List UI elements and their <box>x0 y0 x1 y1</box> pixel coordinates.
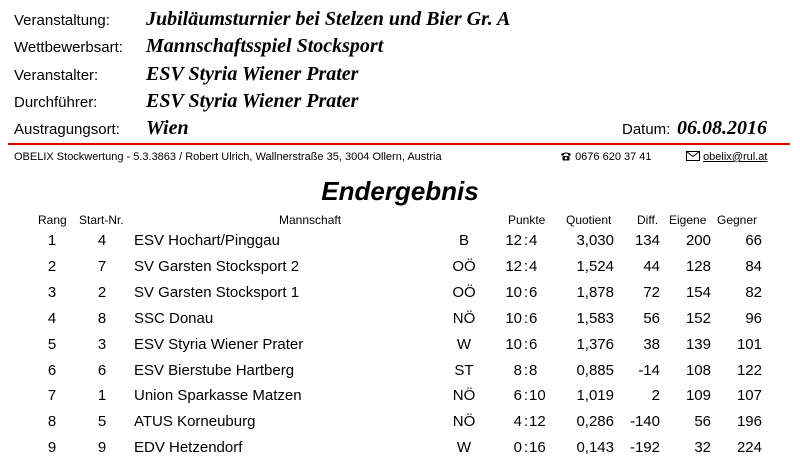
difference-cell: -140 <box>629 413 660 430</box>
team-name-cell: SV Garsten Stocksport 2 <box>134 258 300 275</box>
points-separator: : <box>523 232 529 249</box>
rank-cell: 1 <box>47 232 57 249</box>
datum-label: Datum: <box>622 121 671 138</box>
rank-cell: 8 <box>47 413 57 430</box>
own-score-cell: 108 <box>685 362 711 379</box>
points-won-cell: 8 <box>513 362 522 379</box>
points-lost-cell: 10 <box>529 387 546 404</box>
table-row <box>0 336 800 362</box>
start-number-cell: 2 <box>97 284 107 301</box>
points-lost-cell: 12 <box>529 413 546 430</box>
page-title: Endergebnis <box>321 176 479 206</box>
points-lost-cell: 6 <box>529 310 538 327</box>
info-label: Wettbewerbsart: <box>14 39 123 56</box>
region-cell: NÖ <box>452 310 476 327</box>
region-cell: OÖ <box>452 284 476 301</box>
points-separator: : <box>523 258 529 275</box>
opponent-score-cell: 107 <box>736 387 762 404</box>
team-name-cell: Union Sparkasse Matzen <box>134 387 302 404</box>
points-won-cell: 4 <box>513 413 522 430</box>
difference-cell: -192 <box>629 439 660 456</box>
email-contact[interactable] <box>686 151 767 164</box>
quotient-cell: 1,524 <box>576 258 614 275</box>
info-value: Wien <box>146 117 189 139</box>
rank-cell: 5 <box>47 336 57 353</box>
points-won-cell: 12 <box>505 232 522 249</box>
points-won-cell: 10 <box>505 284 522 301</box>
points-won-cell: 10 <box>505 310 522 327</box>
difference-cell: 56 <box>643 310 660 327</box>
own-score-cell: 200 <box>685 232 711 249</box>
opponent-score-cell: 66 <box>745 232 762 249</box>
difference-cell: 72 <box>643 284 660 301</box>
info-wettbewerbsart <box>14 35 784 61</box>
points-lost-cell: 4 <box>529 258 538 275</box>
points-separator: : <box>523 284 529 301</box>
info-label: Veranstaltung: <box>14 12 110 29</box>
own-score-cell: 154 <box>685 284 711 301</box>
own-score-cell: 139 <box>685 336 711 353</box>
table-row <box>0 258 800 284</box>
points-won-cell: 12 <box>505 258 522 275</box>
points-won-cell: 6 <box>513 387 522 404</box>
own-score-cell: 109 <box>685 387 711 404</box>
software-credit: OBELIX Stockwertung - 5.3.3863 / Robert Ulrich, Wallnerstraße 35, 3004 Ollern, Austria <box>14 151 442 163</box>
points-won-cell: 10 <box>505 336 522 353</box>
region-cell: W <box>456 336 472 353</box>
column-header-gegner: Gegner <box>717 213 758 227</box>
info-label: Veranstalter: <box>14 67 99 84</box>
telephone-icon <box>560 151 572 164</box>
info-value: Jubiläumsturnier bei Stelzen und Bier Gr. A <box>146 8 511 30</box>
own-score-cell: 152 <box>685 310 711 327</box>
opponent-score-cell: 84 <box>745 258 762 275</box>
opponent-score-cell: 196 <box>736 413 762 430</box>
info-value: ESV Styria Wiener Prater <box>146 63 359 85</box>
start-number-cell: 4 <box>97 232 107 249</box>
column-header-diff: Diff. <box>637 213 659 227</box>
phone-number: 0676 620 37 41 <box>575 151 652 163</box>
opponent-score-cell: 101 <box>736 336 762 353</box>
table-row <box>0 439 800 465</box>
column-header-rang: Rang <box>38 213 67 227</box>
info-veranstalter <box>14 63 784 89</box>
column-header-eigene: Eigene <box>669 213 707 227</box>
info-label: Durchführer: <box>14 94 98 111</box>
table-row <box>0 310 800 336</box>
opponent-score-cell: 82 <box>745 284 762 301</box>
region-cell: OÖ <box>452 258 476 275</box>
start-number-cell: 7 <box>97 258 107 275</box>
team-name-cell: EDV Hetzendorf <box>134 439 243 456</box>
table-row <box>0 362 800 388</box>
header-divider <box>8 143 790 145</box>
column-header-team: Mannschaft <box>279 213 342 227</box>
region-cell: ST <box>454 362 474 379</box>
table-row <box>0 284 800 310</box>
quotient-cell: 1,878 <box>576 284 614 301</box>
points-lost-cell: 6 <box>529 284 538 301</box>
region-cell: NÖ <box>452 413 476 430</box>
start-number-cell: 6 <box>97 362 107 379</box>
opponent-score-cell: 122 <box>736 362 762 379</box>
start-number-cell: 3 <box>97 336 107 353</box>
difference-cell: -14 <box>638 362 660 379</box>
own-score-cell: 128 <box>685 258 711 275</box>
table-row <box>0 387 800 413</box>
points-lost-cell: 6 <box>529 336 538 353</box>
start-number-cell: 9 <box>97 439 107 456</box>
difference-cell: 44 <box>643 258 660 275</box>
points-separator: : <box>523 439 529 456</box>
rank-cell: 9 <box>47 439 57 456</box>
envelope-icon <box>686 151 700 164</box>
quotient-cell: 1,583 <box>576 310 614 327</box>
start-number-cell: 5 <box>97 413 107 430</box>
points-separator: : <box>523 387 529 404</box>
team-name-cell: ESV Hochart/Pinggau <box>134 232 280 249</box>
difference-cell: 134 <box>634 232 660 249</box>
region-cell: B <box>458 232 469 249</box>
points-separator: : <box>523 362 529 379</box>
rank-cell: 6 <box>47 362 57 379</box>
column-header-punkte: Punkte <box>508 213 546 227</box>
points-separator: : <box>523 336 529 353</box>
points-won-cell: 0 <box>513 439 522 456</box>
table-row <box>0 413 800 439</box>
opponent-score-cell: 96 <box>745 310 762 327</box>
quotient-cell: 0,143 <box>576 439 614 456</box>
own-score-cell: 56 <box>694 413 711 430</box>
rank-cell: 2 <box>47 258 57 275</box>
team-name-cell: ESV Bierstube Hartberg <box>134 362 295 379</box>
email-link[interactable]: obelix@rul.at <box>703 151 768 163</box>
points-lost-cell: 16 <box>529 439 546 456</box>
quotient-cell: 0,885 <box>576 362 614 379</box>
team-name-cell: ESV Styria Wiener Prater <box>134 336 304 353</box>
quotient-cell: 1,019 <box>576 387 614 404</box>
rank-cell: 4 <box>47 310 57 327</box>
own-score-cell: 32 <box>694 439 711 456</box>
points-lost-cell: 8 <box>529 362 538 379</box>
info-value: Mannschaftsspiel Stocksport <box>146 35 384 57</box>
datum-value: 06.08.2016 <box>677 117 767 139</box>
info-value: ESV Styria Wiener Prater <box>146 90 359 112</box>
info-durchfuehrer <box>14 90 784 116</box>
quotient-cell: 3,030 <box>576 232 614 249</box>
info-veranstaltung <box>14 8 784 34</box>
start-number-cell: 1 <box>97 387 107 404</box>
rank-cell: 3 <box>47 284 57 301</box>
opponent-score-cell: 224 <box>736 439 762 456</box>
quotient-cell: 1,376 <box>576 336 614 353</box>
region-cell: W <box>456 439 472 456</box>
team-name-cell: ATUS Korneuburg <box>134 413 256 430</box>
region-cell: NÖ <box>452 387 476 404</box>
column-header-start: Start-Nr. <box>79 213 124 227</box>
points-separator: : <box>523 413 529 430</box>
team-name-cell: SV Garsten Stocksport 1 <box>134 284 300 301</box>
quotient-cell: 0,286 <box>576 413 614 430</box>
team-name-cell: SSC Donau <box>134 310 214 327</box>
difference-cell: 38 <box>643 336 660 353</box>
info-label: Austragungsort: <box>14 121 120 138</box>
points-separator: : <box>523 310 529 327</box>
points-lost-cell: 4 <box>529 232 538 249</box>
table-row <box>0 232 800 258</box>
rank-cell: 7 <box>47 387 57 404</box>
difference-cell: 2 <box>651 387 660 404</box>
phone-contact <box>560 151 652 164</box>
start-number-cell: 8 <box>97 310 107 327</box>
column-header-quotient: Quotient <box>566 213 612 227</box>
